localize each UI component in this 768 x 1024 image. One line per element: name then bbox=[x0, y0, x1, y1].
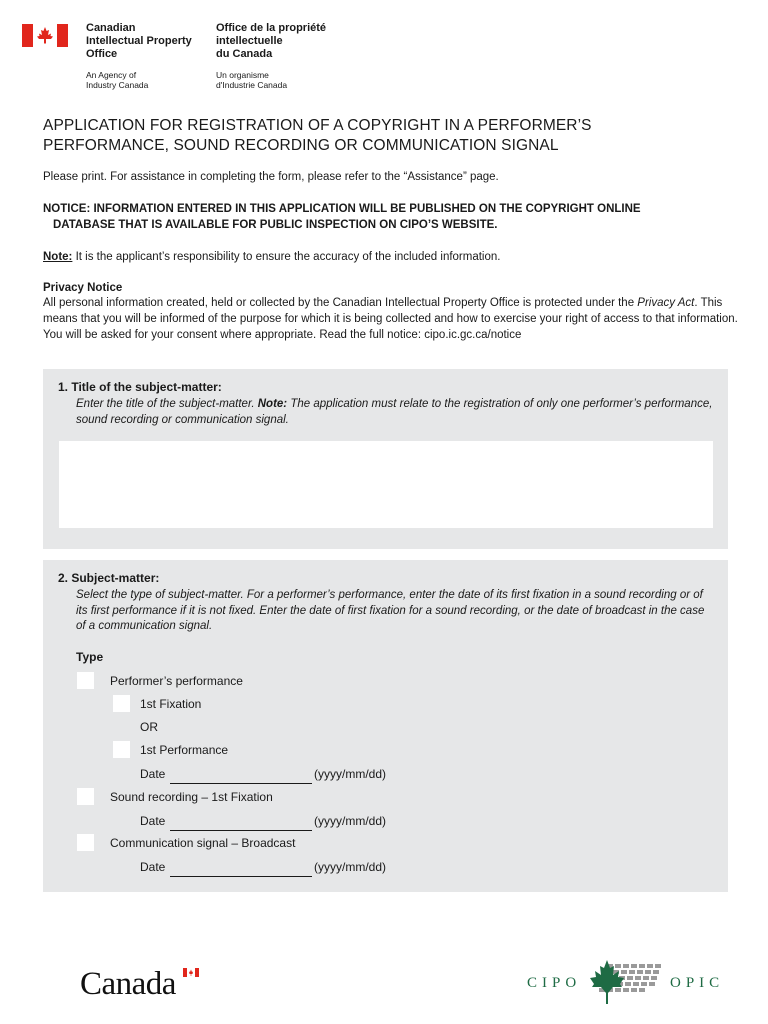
accuracy-note bbox=[43, 249, 743, 265]
performance-date-format: (yyyy/mm/dd) bbox=[314, 767, 386, 781]
privacy-body-part-2: . This means that you will be informed of the purpose for which it is being collected and how to exercise your right of access to that information. You will be asked for your consent where appropriate. Read the full notice: cipo.ic.gc.ca/notice bbox=[43, 297, 738, 341]
agency-fr-2: d'Industrie Canada bbox=[216, 80, 288, 90]
header-french bbox=[216, 22, 326, 90]
section-1-heading: 1. Title of the subject-matter: bbox=[58, 380, 222, 394]
first-fixation-label: 1st Fixation bbox=[140, 697, 202, 711]
sound-recording-date-label: Date bbox=[140, 814, 166, 828]
form-title-line-2: PERFORMANCE, SOUND RECORDING OR COMMUNICATION SIGNAL bbox=[43, 137, 559, 154]
performers-performance-label: Performer’s performance bbox=[110, 674, 243, 688]
canada-flag-icon bbox=[22, 24, 68, 47]
privacy-notice-body bbox=[43, 295, 743, 343]
first-fixation-checkbox[interactable] bbox=[113, 695, 130, 712]
office-name-en-1: Canadian bbox=[86, 22, 136, 34]
title-input[interactable] bbox=[59, 441, 713, 528]
sound-recording-date-field[interactable] bbox=[170, 830, 312, 831]
performers-performance-checkbox[interactable] bbox=[77, 672, 94, 689]
form-title-line-1: APPLICATION FOR REGISTRATION OF A COPYRIGHT IN A PERFORMER’S bbox=[43, 117, 592, 134]
communication-date-format: (yyyy/mm/dd) bbox=[314, 860, 386, 874]
opic-text: OPIC bbox=[670, 975, 725, 991]
office-name-fr-2: intellectuelle bbox=[216, 35, 283, 47]
header-english bbox=[86, 22, 192, 90]
section-title-of-subject-matter bbox=[43, 369, 728, 549]
communication-signal-label: Communication signal – Broadcast bbox=[110, 836, 296, 850]
notice-line-1: NOTICE: INFORMATION ENTERED IN THIS APPLICATION WILL BE PUBLISHED ON THE COPYRIGHT ONLINE bbox=[43, 203, 641, 215]
section-1-desc-part-2: The application must relate to the registration of only one performer’s performance, sound recording or communication signal. bbox=[76, 398, 713, 426]
sound-recording-checkbox[interactable] bbox=[77, 788, 94, 805]
cipo-text: CIPO bbox=[527, 975, 582, 991]
section-subject-matter bbox=[43, 560, 728, 892]
section-1-desc-part-1: Enter the title of the subject-matter. bbox=[76, 398, 258, 410]
office-name-fr-3: du Canada bbox=[216, 48, 273, 60]
section-1-desc-note: Note: bbox=[257, 398, 288, 410]
communication-date-label: Date bbox=[140, 860, 166, 874]
section-2-heading: 2. Subject-matter: bbox=[58, 571, 160, 585]
performance-date-field[interactable] bbox=[170, 783, 312, 784]
note-text: It is the applicant’s responsibility to ensure the accuracy of the included information. bbox=[72, 251, 501, 263]
first-performance-checkbox[interactable] bbox=[113, 741, 130, 758]
agency-en bbox=[86, 70, 192, 90]
section-2-description: Select the type of subject-matter. For a performer’s performance, enter the date of its first fixation in a sound recording or of its first performance if it is not fixed. Enter the date of first fixation for a sound recording, or the date of broadcast in the case of a communication signal. bbox=[76, 589, 705, 632]
agency-en-2: Industry Canada bbox=[86, 80, 149, 90]
notice-line-2: DATABASE THAT IS AVAILABLE FOR PUBLIC INSPECTION ON CIPO’S WEBSITE. bbox=[53, 219, 498, 231]
note-label: Note: bbox=[43, 251, 73, 263]
agency-en-1: An Agency of bbox=[86, 70, 137, 80]
section-1-description bbox=[76, 397, 716, 428]
communication-signal-checkbox[interactable] bbox=[77, 834, 94, 851]
communication-date-field[interactable] bbox=[170, 876, 312, 877]
or-text: OR bbox=[140, 720, 158, 734]
type-label: Type bbox=[76, 650, 104, 664]
sound-recording-label: Sound recording – 1st Fixation bbox=[110, 790, 273, 804]
office-name-en-3: Office bbox=[86, 48, 118, 60]
performance-date-label: Date bbox=[140, 767, 166, 781]
agency-fr bbox=[216, 70, 326, 90]
privacy-body-part-1: All personal information created, held or collected by the Canadian Intellectual Property Office is protected under the bbox=[43, 297, 638, 309]
canada-wordmark-flag-icon bbox=[183, 968, 199, 977]
agency-fr-1: Un organisme bbox=[216, 70, 269, 80]
cipo-maple-leaf-logo-icon bbox=[585, 958, 667, 1008]
publication-notice bbox=[43, 201, 743, 233]
privacy-notice-title: Privacy Notice bbox=[43, 282, 123, 294]
privacy-act-name: Privacy Act bbox=[637, 297, 695, 309]
office-name-fr-1: Office de la propriété bbox=[216, 22, 327, 34]
office-name-en-2: Intellectual Property bbox=[86, 35, 192, 47]
canada-wordmark: Canada bbox=[80, 966, 176, 1002]
sound-recording-date-format: (yyyy/mm/dd) bbox=[314, 814, 386, 828]
form-title bbox=[43, 116, 743, 156]
instructions-text: Please print. For assistance in completing the form, please refer to the “Assistance” page. bbox=[43, 171, 499, 183]
first-performance-label: 1st Performance bbox=[140, 743, 229, 757]
